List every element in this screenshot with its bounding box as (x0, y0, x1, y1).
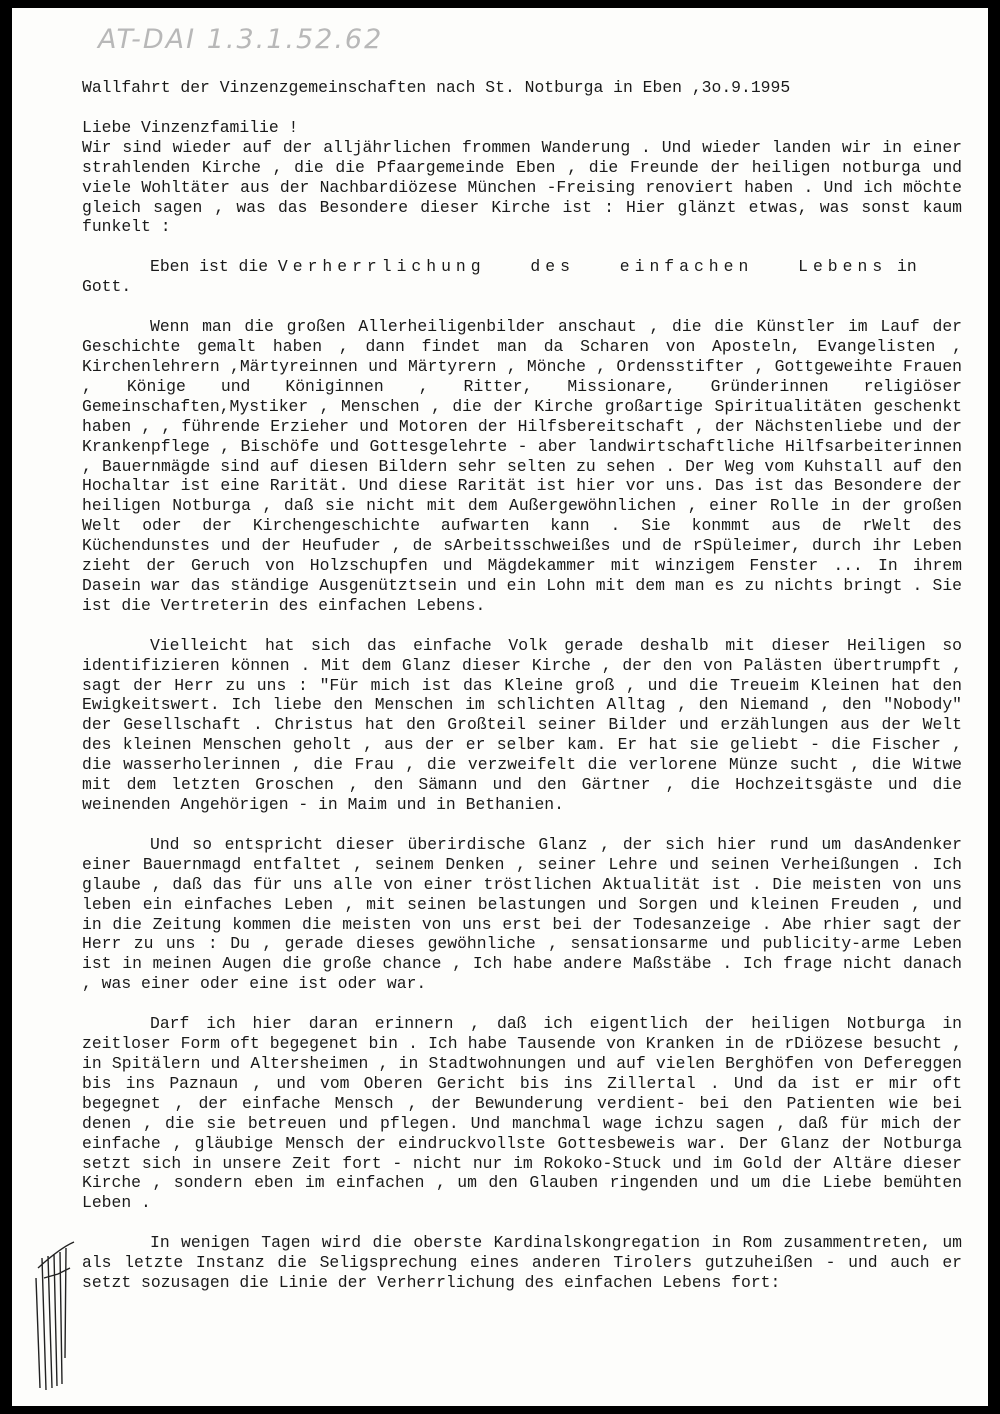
paragraph-1: Wir sind wieder auf der alljährlichen frommen Wanderung . Und wieder landen wir in einer strahlenden Kirche , die die Pfaargemeinde Eben , die Freunde der heiligen notburga und viele Wohltäter aus der Nachbardiözese München -Freising renoviert haben . Und ich möchte gleich sagen , was das Besondere dieser Kirche ist : Hier glänzt etwas, was sonst kaum funkelt : (82, 137, 962, 237)
emphasis-spaced-words: Verherrlichung des einfachen Lebens (277, 257, 888, 277)
letter-heading: Wallfahrt der Vinzenzgemeinschaften nach St. Notburga in Eben ,3o.9.1995 (82, 78, 791, 97)
paragraph-3: Vielleicht hat sich das einfache Volk gerade deshalb mit dieser Heiligen so identifizieren können . Mit dem Glanz dieser Kirche , der den von Palästen übertrumpft , sagt der Herr zu uns : "Für mich ist das Kleine groß , und die Treueim Kleinen hat den Ewigkeitswert. Ich liebe den Menschen im schlichten Alltag , den Niemand , den "Nobody" der Gesellschaft . Christus hat den Großteil seiner Bilder und erzählungen aus der Welt des kleinen Menschen geholt , aus der er selber kam. Er hat sie geliebt - die Fischer , die wasserholerinnen , die Frau , die verzweifelt die verlorene Münze sucht , die Witwe mit dem letzten Groschen , den Sämann und den Gärtner , die Hochzeitsgäste und die weinenden Angehörigen - in Maim und in Bethanien. (82, 635, 962, 814)
emphasis-prefix: Eben ist die (150, 257, 269, 277)
emphasis-suffix: in Gott. (82, 257, 917, 297)
archive-reference: AT-DAI 1.3.1.52.62 (98, 24, 384, 55)
emphasis-line (82, 257, 962, 297)
paragraph-5: Darf ich hier daran erinnern , daß ich eigentlich der heiligen Notburga in zeitloser Form oft begegenet bin . Ich habe Tausende von Kranken in de rDiözese besucht , in Spitälern und Altersheimen , in Stadtwohnungen und auf vielen Berghöfen von Defereggen bis ins Paznaun , und vom Oberen Gericht bis ins Zillertal . Und da ist er mir oft begegnet , der einfache Mensch , der Bewunderung verdient- bei den Patienten wie bei denen , die sie betreuen und pflegen. Und manchmal wage ichzu sagen , daß für mich der einfache , gläubige Mensch der eindruckvollste Gottesbeweis war. Der Glanz der Notburga setzt sich in unsere Zeit fort - nicht nur im Rokoko-Stuck und im Gold der Altäre dieser Kirche , sondern eben im einfachen , um den Glauben ringenden und um die Liebe bemühten Leben . (82, 1014, 962, 1213)
margin-drawing-icon (30, 1238, 76, 1398)
paragraph-4: Und so entspricht dieser überirdische Glanz , der sich hier rund um dasAndenker einer Bauernmagd entfaltet , seinem Denken , seiner Lehre und seinen Verheißungen . Ich glaube , daß das für uns alle von einer tröstlichen Aktualität ist . Die meisten von uns leben ein einfaches Leben , mit seinen belastungen und Sorgen und kleinen Freuden , und in die Zeitung kommen die meisten von uns erst bei der Todesanzeige . Abe rhier sagt der Herr zu uns : Du , gerade dieses gewöhnliche , sensationsarme und publicity-arme Leben ist in meinen Augen die große chance , Ich habe andere Maßstäbe . Ich frage nicht danach , was einer oder eine ist oder war. (82, 834, 962, 994)
letter-body (82, 78, 962, 1293)
document-page (12, 8, 988, 1406)
paragraph-6: In wenigen Tagen wird die oberste Kardinalskongregation in Rom zusammentreten, um als letzte Instanz die Seligsprechung eines anderen Tirolers gutzuheißen - und auch er setzt sozusagen die Linie der Verherrlichung des einfachen Lebens fort: (82, 1233, 962, 1293)
salutation: Liebe Vinzenzfamilie ! (82, 117, 299, 137)
paragraph-2: Wenn man die großen Allerheiligenbilder anschaut , die die Künstler im Lauf der Geschichte gemalt haben , dann findet man da Scharen von Aposteln, Evangelisten , Kirchenlehrern ,Märtyreinnen und Märtyrern , Mönche , Ordensstifter , Gottgeweihte Frauen , Könige und Königinnen , Ritter, Missionare, Gründerinnen religiöser Gemeinschaften,Mystiker , Menschen , die der Kirche großartige Spiritualitäten geschenkt haben , , führende Erzieher und Motoren der Hilfsbereitschaft , der Nächstenliebe und der Krankenpflege , Bischöfe und Gottesgelehrte - aber landwirtschaftliche Hilfsarbeiterinnen , Bauernmägde sind auf diesen Bildern sehr selten zu sehen . Der Weg vom Kuhstall auf den Hochaltar ist eine Rarität. Und diese Rarität ist hier vor uns. Das ist das Besondere der heiligen Notburga , daß sie nicht mit dem Außergewöhnlichen , einer Rolle in der großen Welt oder der Kirchengeschichte aufwarten kann . Sie konmmt aus de rWelt des Küchendunstes und der Heufuder , de sArbeitsschweißes und de rSpüleimer, durch ihr Leben zieht der Geruch von Holzschupfen und Mägdekammer mit winzigem Fenster ... In ihrem Dasein war das ständige Ausgenütztsein und ein Lohn mit dem man es zu nichts bringt . Sie ist die Vertreterin des einfachen Lebens. (82, 317, 962, 615)
